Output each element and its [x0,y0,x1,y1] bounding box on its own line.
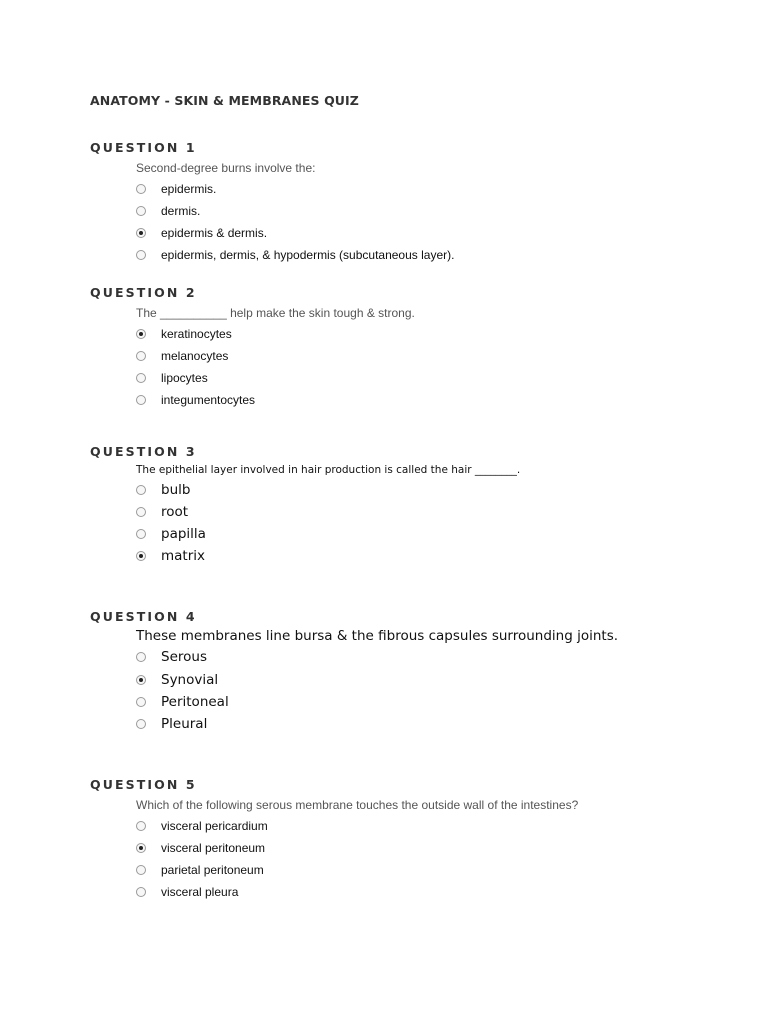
answer-option[interactable] [136,369,208,387]
radio-button[interactable] [136,887,146,897]
answer-option[interactable] [136,861,264,879]
option-label: visceral pleura [161,885,239,899]
answer-option[interactable] [136,180,216,198]
answer-option[interactable] [136,648,207,666]
radio-button[interactable] [136,485,146,495]
radio-button[interactable] [136,865,146,875]
answer-option[interactable] [136,325,232,343]
answer-option[interactable] [136,671,218,689]
radio-button[interactable] [136,719,146,729]
radio-button[interactable] [136,529,146,539]
answer-option[interactable] [136,202,200,220]
option-label: epidermis. [161,182,217,196]
answer-option[interactable] [136,715,207,733]
option-label: root [161,504,189,520]
radio-button[interactable] [136,351,146,361]
radio-button[interactable] [136,206,146,216]
option-label: matrix [161,548,206,564]
option-label: keratinocytes [161,327,232,341]
option-label: parietal peritoneum [161,863,264,877]
radio-button[interactable] [136,652,146,662]
option-label: bulb [161,482,191,498]
answer-option[interactable] [136,817,268,835]
answer-option[interactable] [136,246,454,264]
question-text: Second-degree burns involve the: [136,161,316,175]
question-heading: QUESTION 3 [90,444,197,459]
question-heading: QUESTION 2 [90,285,197,300]
radio-button[interactable] [136,373,146,383]
option-label: visceral pericardium [161,819,268,833]
radio-button[interactable] [136,821,146,831]
radio-button[interactable] [136,184,146,194]
answer-option[interactable] [136,224,267,242]
radio-button[interactable] [136,228,146,238]
radio-button[interactable] [136,507,146,517]
page-title: ANATOMY - SKIN & MEMBRANES QUIZ [90,93,359,108]
answer-option[interactable] [136,525,206,543]
answer-option[interactable] [136,547,205,565]
question-text: The epithelial layer involved in hair production is called the hair ________. [136,464,521,476]
option-label: papilla [161,526,206,542]
option-label: visceral peritoneum [161,841,266,855]
radio-button[interactable] [136,843,146,853]
radio-button[interactable] [136,675,146,685]
question-text: The __________ help make the skin tough & strong. [136,306,415,320]
answer-option[interactable] [136,391,255,409]
radio-button[interactable] [136,551,146,561]
question-heading: QUESTION 1 [90,140,197,155]
option-label: Serous [161,649,207,665]
question-text: Which of the following serous membrane touches the outside wall of the intestines? [136,798,579,812]
question-heading: QUESTION 5 [90,777,197,792]
answer-option[interactable] [136,839,265,857]
answer-option[interactable] [136,503,188,521]
radio-button[interactable] [136,329,146,339]
radio-button[interactable] [136,395,146,405]
answer-option[interactable] [136,347,228,365]
question-heading: QUESTION 4 [90,609,197,624]
option-label: epidermis, dermis, & hypodermis (subcutaneous layer). [161,248,455,262]
option-label: Peritoneal [161,694,229,710]
option-label: Synovial [161,672,219,688]
option-label: dermis. [161,204,201,218]
answer-option[interactable] [136,693,229,711]
answer-option[interactable] [136,481,190,499]
option-label: epidermis & dermis. [161,226,268,240]
option-label: lipocytes [161,371,208,385]
answer-option[interactable] [136,883,238,901]
option-label: Pleural [161,716,208,732]
radio-button[interactable] [136,250,146,260]
option-label: integumentocytes [161,393,256,407]
question-text: These membranes line bursa & the fibrous capsules surrounding joints. [136,628,619,644]
option-label: melanocytes [161,349,229,363]
radio-button[interactable] [136,697,146,707]
